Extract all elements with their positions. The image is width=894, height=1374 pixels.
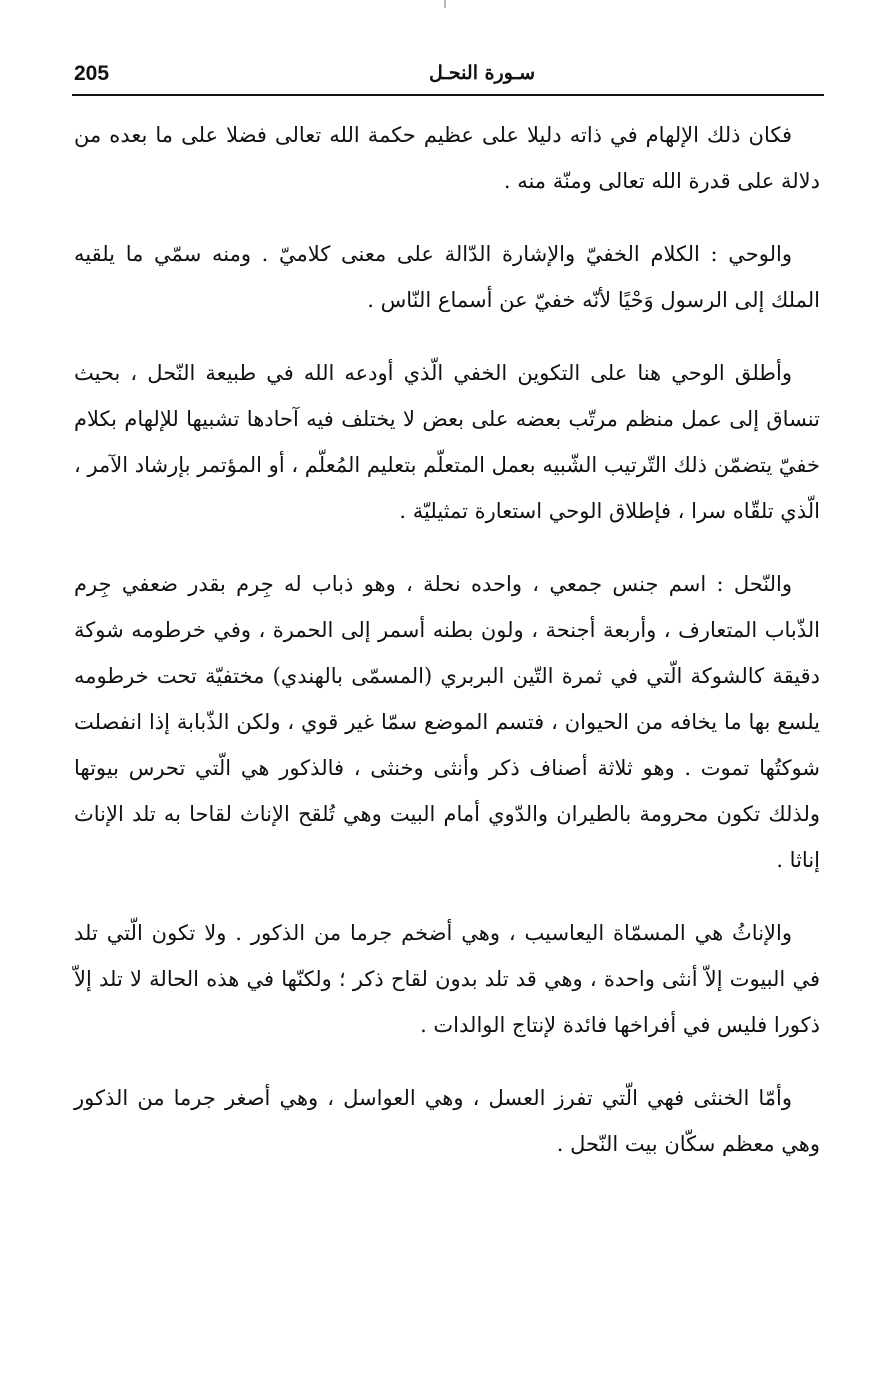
page-body	[74, 112, 820, 1194]
paragraph-4: والنّحل : اسم جنس جمعي ، واحده نحلة ، وهو ذباب له جِرم بقدر ضعفي جِرم الذّباب المتعارف ، وأربعة أجنحة ، ولون بطنه أسمر إلى الحمرة ، وفي خرطومه شوكة دقيقة كالشوكة الّتي في ثمرة التّين البربري (المسمّى بالهندي) مختفيّة تحت خرطومه يلسع بها ما يخافه من الحيوان ، فتسم الموضع سمّا غير قوي ، ولكن الذّبابة إذا انفصلت شوكتُها تموت . وهو ثلاثة أصناف ذكر وأنثى وخنثى ، فالذكور هي الّتي تحرس بيوتها ولذلك تكون محرومة بالطيران والدّوي أمام البيت وهي تُلقح الإناث لقاحا به تلد الإناث إناثا .	[74, 572, 820, 872]
running-title: سـورة النحـل	[428, 62, 536, 84]
paragraph-1: فكان ذلك الإلهام في ذاته دليلا على عظيم حكمة الله تعالى فضلا على ما بعده من دلالة على قدرة الله تعالى ومنّة منه .	[74, 123, 820, 193]
paragraph-3: وأطلق الوحي هنا على التكوين الخفي الّذي أودعه الله في طبيعة النّحل ، بحيث تنساق إلى عمل منظم مرتّب بعضه على بعض لا يختلف فيه آحادها تشبيها للإلهام بكلام خفيّ يتضمّن ذلك التّرتيب الشّبيه بعمل المتعلّم بتعليم المُعلّم ، أو المؤتمر بإرشاد الآمر ، الّذي تلقّاه سرا ، فإطلاق الوحي استعارة تمثيليّة .	[74, 361, 820, 523]
page-header	[72, 58, 824, 98]
paragraph-6: وأمّا الخنثى فهي الّتي تفرز العسل ، وهي العواسل ، وهي أصغر جرما من الذكور وهي معظم سكّان بيت النّحل .	[74, 1086, 820, 1156]
paragraph-2: والوحي : الكلام الخفيّ والإشارة الدّالة على معنى كلاميّ . ومنه سمّي ما يلقيه الملك إلى الرسول وَحْيًا لأنّه خفيّ عن أسماع النّاس .	[74, 242, 820, 312]
scan-mark	[444, 0, 446, 8]
page-number: 205	[74, 62, 110, 85]
header-rule	[72, 94, 824, 96]
paragraph-5: والإناثُ هي المسمّاة اليعاسيب ، وهي أضخم جرما من الذكور . ولا تكون الّتي تلد في البيوت إلاّ أنثى واحدة ، وهي قد تلد بدون لقاح ذكر ؛ ولكنّها في هذه الحالة لا تلد إلاّ ذكورا فليس في أفراخها فائدة لإنتاج الوالدات .	[74, 921, 820, 1037]
